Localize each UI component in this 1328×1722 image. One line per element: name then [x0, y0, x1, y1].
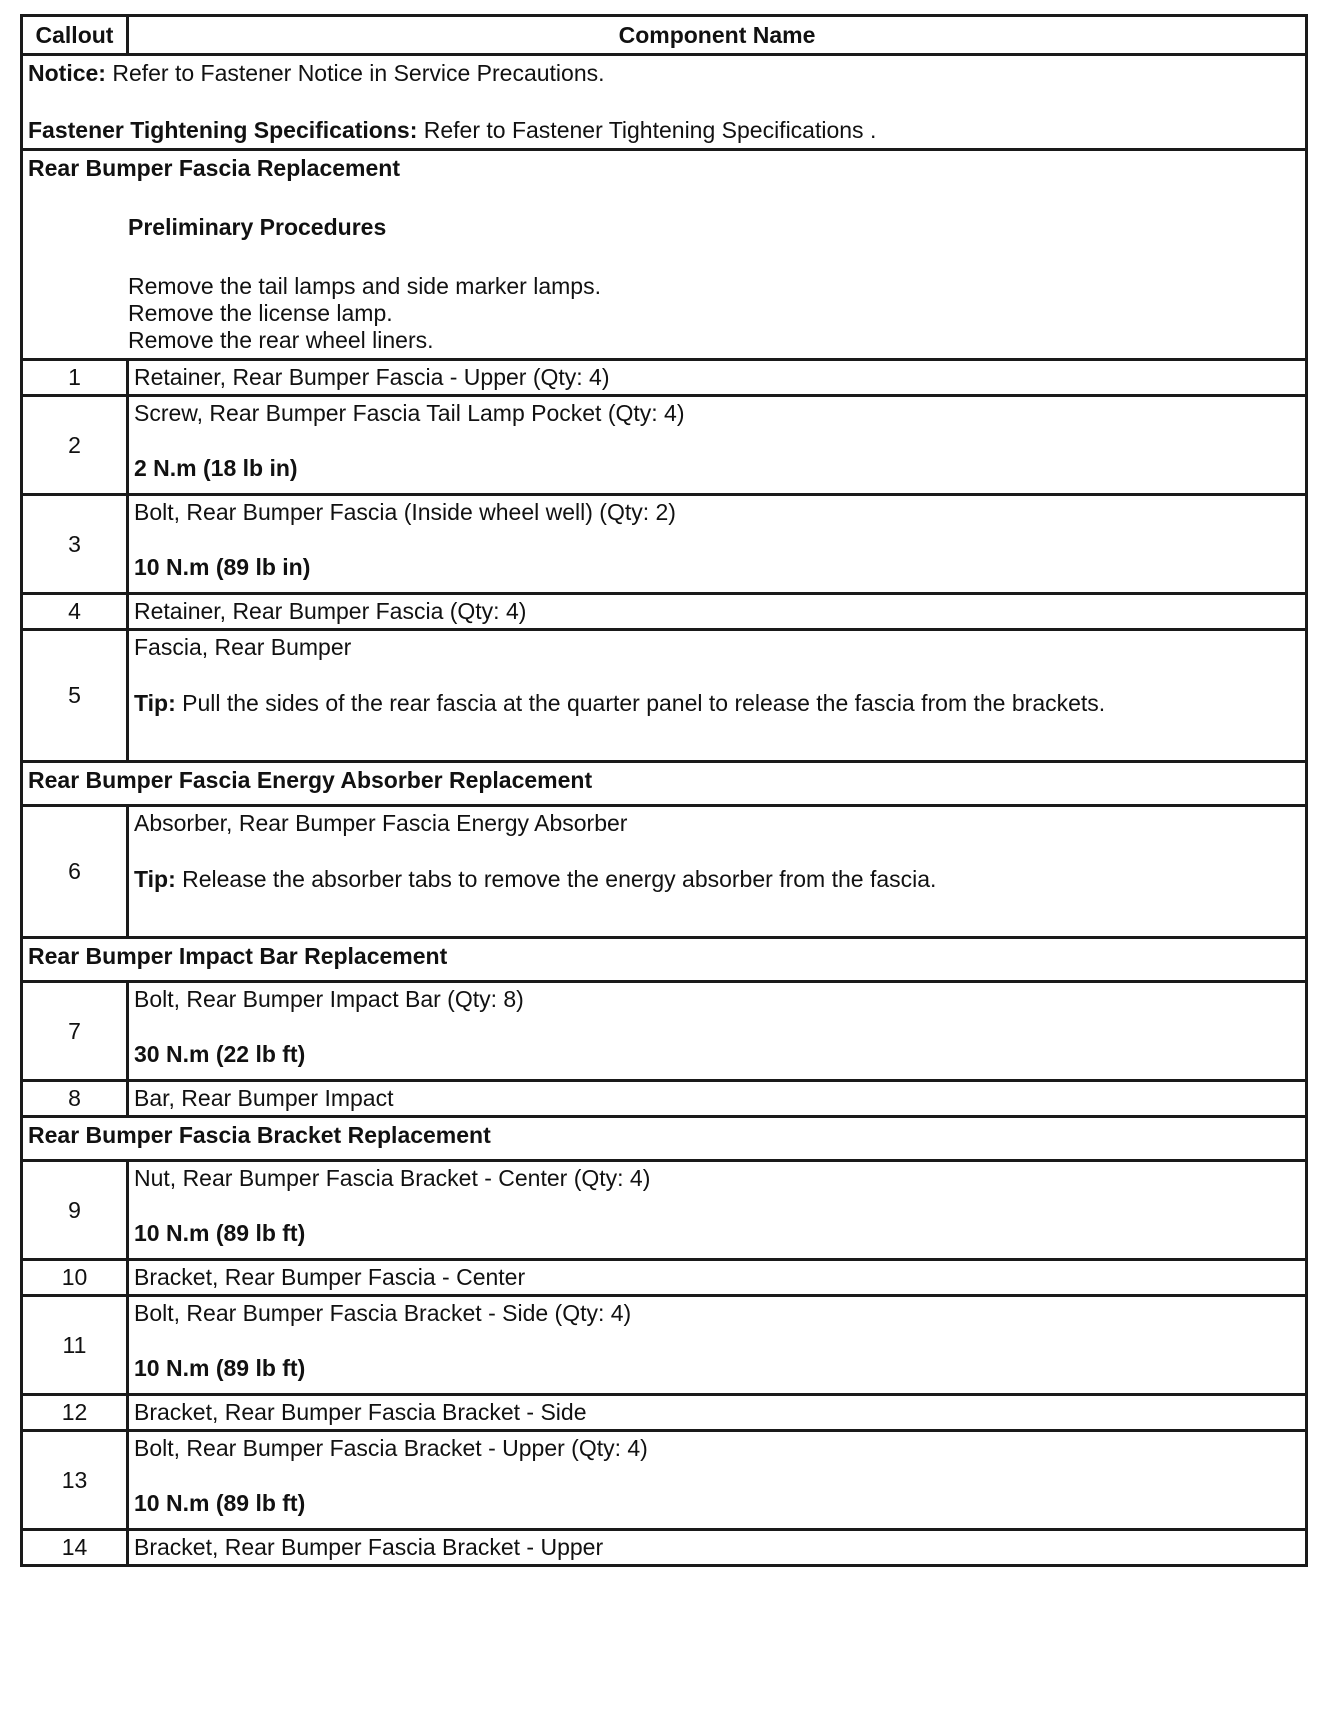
callout-number: 2 — [22, 396, 128, 495]
component-name: Nut, Rear Bumper Fascia Bracket - Center (Qty: 4) — [134, 1165, 651, 1191]
section-row — [22, 150, 1307, 360]
preliminary-step: Remove the rear wheel liners. — [128, 327, 434, 353]
section-row — [22, 1117, 1307, 1161]
table-row — [22, 806, 1307, 938]
notice-label: Notice: — [28, 60, 106, 86]
tip-line — [134, 866, 1299, 893]
component-name: Bolt, Rear Bumper Fascia Bracket - Side (Qty: 4) — [134, 1300, 632, 1326]
callout-number: 13 — [22, 1431, 128, 1530]
preliminary-title: Preliminary Procedures — [128, 214, 387, 240]
component-name: Bolt, Rear Bumper Impact Bar (Qty: 8) — [134, 986, 524, 1012]
torque-spec: 10 N.m (89 lb in) — [134, 554, 311, 580]
component-name: Bracket, Rear Bumper Fascia Bracket - Upper — [128, 1530, 1307, 1566]
table-row — [22, 1395, 1307, 1431]
tip-line — [134, 690, 1299, 717]
torque-spec: 10 N.m (89 lb ft) — [134, 1220, 306, 1246]
header-callout: Callout — [22, 16, 128, 55]
table-row — [22, 982, 1307, 1081]
table-row — [22, 630, 1307, 762]
table-row — [22, 1161, 1307, 1260]
tip-text: Pull the sides of the rear fascia at the quarter panel to release the fascia from the brackets. — [175, 690, 1106, 716]
component-name: Absorber, Rear Bumper Fascia Energy Absorber — [134, 810, 628, 836]
component-cell — [128, 1431, 1307, 1530]
notice-row — [22, 55, 1307, 150]
component-name: Screw, Rear Bumper Fascia Tail Lamp Pocket (Qty: 4) — [134, 400, 685, 426]
torque-spec: 10 N.m (89 lb ft) — [134, 1355, 306, 1381]
component-cell — [128, 396, 1307, 495]
component-name: Retainer, Rear Bumper Fascia - Upper (Qty: 4) — [128, 360, 1307, 396]
component-cell — [128, 982, 1307, 1081]
spec-text: Refer to Fastener Tightening Specifications . — [417, 117, 877, 143]
notice-text: Refer to Fastener Notice in Service Precautions. — [105, 60, 605, 86]
callout-number: 5 — [22, 630, 128, 762]
table-row — [22, 495, 1307, 594]
callout-number: 11 — [22, 1296, 128, 1395]
section-title: Rear Bumper Fascia Energy Absorber Replacement — [22, 762, 1307, 806]
table-row — [22, 1260, 1307, 1296]
section-title: Rear Bumper Impact Bar Replacement — [22, 938, 1307, 982]
tip-text: Release the absorber tabs to remove the energy absorber from the fascia. — [175, 866, 937, 892]
component-name: Bolt, Rear Bumper Fascia (Inside wheel well) (Qty: 2) — [134, 499, 676, 525]
table-row — [22, 1296, 1307, 1395]
table-header-row — [22, 16, 1307, 55]
table-row — [22, 1081, 1307, 1117]
component-cell — [128, 1161, 1307, 1260]
spec-label: Fastener Tightening Specifications: — [28, 117, 418, 143]
component-cell — [128, 630, 1307, 762]
section-title: Rear Bumper Fascia Bracket Replacement — [22, 1117, 1307, 1161]
table-row — [22, 1530, 1307, 1566]
table-row — [22, 594, 1307, 630]
torque-spec: 2 N.m (18 lb in) — [134, 455, 298, 481]
callout-number: 6 — [22, 806, 128, 938]
tip-label: Tip: — [134, 690, 176, 716]
component-name: Bracket, Rear Bumper Fascia - Center — [128, 1260, 1307, 1296]
section-row — [22, 762, 1307, 806]
preliminary-step: Remove the tail lamps and side marker lamps. — [128, 273, 601, 299]
component-cell — [128, 1296, 1307, 1395]
component-name: Fascia, Rear Bumper — [134, 634, 352, 660]
header-component-name: Component Name — [128, 16, 1307, 55]
callout-number: 8 — [22, 1081, 128, 1117]
torque-spec: 30 N.m (22 lb ft) — [134, 1041, 306, 1067]
callout-number: 14 — [22, 1530, 128, 1566]
callout-number: 1 — [22, 360, 128, 396]
callout-number: 4 — [22, 594, 128, 630]
callout-number: 12 — [22, 1395, 128, 1431]
section-row — [22, 938, 1307, 982]
torque-spec: 10 N.m (89 lb ft) — [134, 1490, 306, 1516]
preliminary-step: Remove the license lamp. — [128, 300, 393, 326]
component-name: Bar, Rear Bumper Impact — [128, 1081, 1307, 1117]
section-procedure-cell — [22, 150, 1307, 360]
callout-number: 10 — [22, 1260, 128, 1296]
callout-number: 7 — [22, 982, 128, 1081]
component-table-sheet — [20, 14, 1308, 1567]
table-row — [22, 360, 1307, 396]
callout-number: 9 — [22, 1161, 128, 1260]
callout-number: 3 — [22, 495, 128, 594]
component-name: Bracket, Rear Bumper Fascia Bracket - Side — [128, 1395, 1307, 1431]
component-cell — [128, 495, 1307, 594]
tip-label: Tip: — [134, 866, 176, 892]
component-name: Retainer, Rear Bumper Fascia (Qty: 4) — [128, 594, 1307, 630]
notice-cell — [22, 55, 1307, 150]
component-cell — [128, 806, 1307, 938]
section-title: Rear Bumper Fascia Replacement — [28, 155, 400, 181]
table-row — [22, 1431, 1307, 1530]
component-table — [20, 14, 1308, 1567]
component-name: Bolt, Rear Bumper Fascia Bracket - Upper (Qty: 4) — [134, 1435, 648, 1461]
table-row — [22, 396, 1307, 495]
